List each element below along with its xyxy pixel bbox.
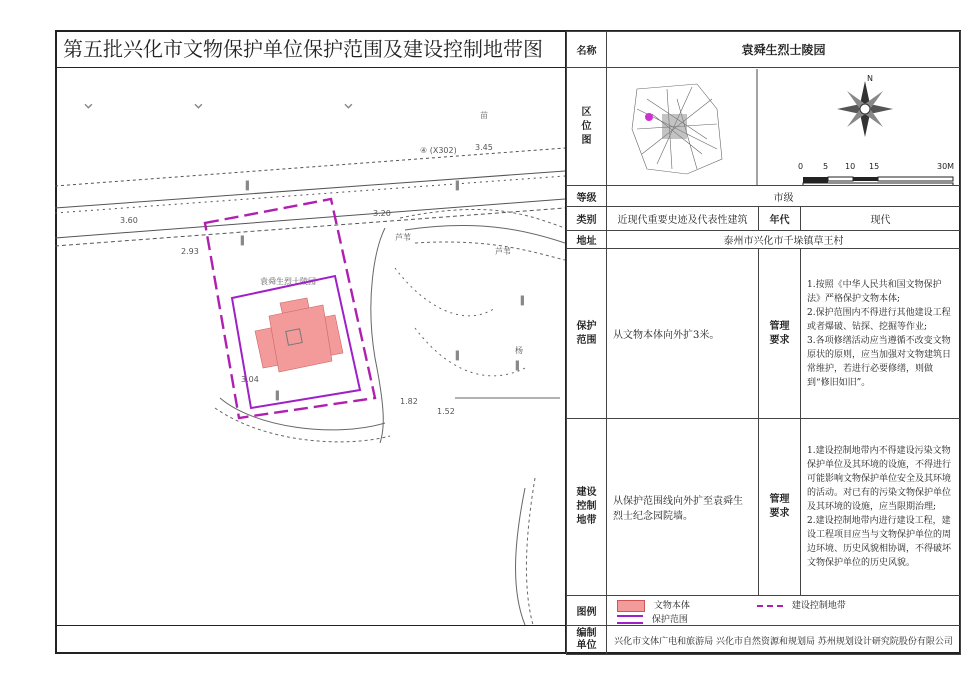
control-req-item: 1.建设控制地带内不得建设污染文物保护单位及其环境的设施，不得进行可能影响文物保护单位安全及其环境的活动。对已有的污染文物保护单位及其环境的设施，应当限期治理; (807, 446, 952, 512)
elevation-label: 3.20 (373, 209, 391, 218)
svg-text:⌵: ⌵ (195, 101, 202, 111)
tree-label: 杨 (515, 346, 523, 355)
district-map (632, 84, 722, 174)
crop-label: 苗 (480, 111, 488, 120)
org-value: 兴化市文体广电和旅游局 兴化市自然资源和规划局 苏州规划设计研究院股份有限公司 (607, 626, 961, 655)
control-value: 从保护范围线向外扩至袁舜生烈士纪念园院墙。 (607, 419, 759, 596)
footer-left-blank (55, 625, 565, 654)
category-value: 近现代重要史迹及代表性建筑 (607, 207, 759, 231)
scale-label: 0 (798, 162, 804, 171)
protect-value: 从文物本体向外扩3米。 (607, 249, 759, 419)
name-value: 袁舜生烈士陵园 (607, 32, 961, 68)
svg-text:∥: ∥ (275, 391, 280, 401)
reed-label-2: 芦苇 (495, 247, 511, 256)
legend-item-relic (617, 598, 690, 612)
svg-text:⌵: ⌵ (85, 101, 92, 111)
control-requirements (801, 419, 961, 596)
site-label: 袁舜生烈士陵园 (260, 277, 316, 286)
relic-body (255, 298, 343, 372)
location-map-cell (607, 68, 961, 186)
svg-text:∥: ∥ (455, 351, 460, 361)
compass-rose (837, 74, 893, 137)
svg-text:∥: ∥ (245, 181, 250, 191)
protect-label: 保护范围 (567, 249, 607, 419)
protect-req-item: 1.按照《中华人民共和国文物保护法》严格保护文物本体; (807, 279, 942, 304)
page-title: 第五批兴化市文物保护单位保护范围及建设控制地带图 (55, 30, 565, 68)
scale-label: 5 (823, 162, 829, 171)
era-value: 现代 (801, 207, 961, 231)
relic-swatch (617, 600, 645, 612)
legend-relic-text: 文物本体 (653, 601, 690, 611)
info-table (566, 31, 961, 655)
elevation-label: 3.60 (120, 216, 138, 225)
svg-text:⌵: ⌵ (345, 101, 352, 111)
elevation-label: 1.52 (437, 407, 455, 416)
north-label: N (867, 73, 873, 83)
legend (607, 596, 961, 626)
elevation-label: 3.04 (241, 375, 259, 384)
name-label: 名称 (567, 32, 607, 68)
org-label: 编制单位 (567, 626, 607, 655)
location-marker (645, 113, 653, 121)
road-label: ④ (X302) (420, 146, 457, 155)
protect-req-item: 3.各项修缮活动应当遵循不改变文物原状的原则，应当加强对文物建筑日常维护，若进行必要修缮，则做到“修旧如旧”。 (807, 335, 952, 388)
scale-label: 10 (845, 162, 856, 171)
svg-text:∥: ∥ (520, 296, 525, 306)
svg-text:∥: ∥ (455, 181, 460, 191)
scale-label: 15 (869, 162, 880, 171)
control-req-item: 2.建设控制地带内进行建设工程，建设工程项目应当与文物保护单位的周边环境、历史风貌相协调，不得破坏文物保护单位的历史风貌。 (807, 516, 952, 568)
svg-text:∥: ∥ (515, 361, 520, 371)
control-swatch (757, 605, 783, 607)
protect-req-item: 2.保护范围内不得进行其他建设工程或者爆破、钻探、挖掘等作业; (807, 307, 951, 332)
protect-mgmt-label: 管理要求 (759, 249, 801, 419)
legend-item-protect (617, 612, 688, 625)
category-label: 类别 (567, 207, 607, 231)
legend-label: 图例 (567, 596, 607, 626)
location-map-label: 区位图 (567, 68, 607, 186)
control-label: 建设控制地带 (567, 419, 607, 596)
protect-swatch (617, 615, 643, 624)
legend-item-control (757, 598, 846, 611)
elevation-label: 2.93 (181, 247, 199, 256)
svg-text:∥: ∥ (240, 236, 245, 246)
address-value: 泰州市兴化市千垛镇草王村 (607, 231, 961, 249)
elevation-label: 3.45 (475, 143, 493, 152)
location-map (607, 69, 957, 185)
legend-protect-text: 保护范围 (651, 615, 688, 625)
reed-label-1: 芦苇 (395, 233, 411, 242)
era-label: 年代 (759, 207, 801, 231)
site-map (55, 68, 565, 625)
site-map-canvas (55, 68, 565, 625)
scale-label: 30M (937, 162, 955, 171)
legend-control-text: 建设控制地带 (791, 601, 846, 611)
grade-value: 市级 (607, 186, 961, 207)
address-label: 地址 (567, 231, 607, 249)
grade-label: 等级 (567, 186, 607, 207)
control-mgmt-label: 管理要求 (759, 419, 801, 596)
road (55, 148, 565, 246)
elevation-label: 1.82 (400, 397, 418, 406)
protect-requirements (801, 249, 961, 419)
scale-bar (803, 177, 953, 185)
canal-lines (215, 209, 565, 625)
